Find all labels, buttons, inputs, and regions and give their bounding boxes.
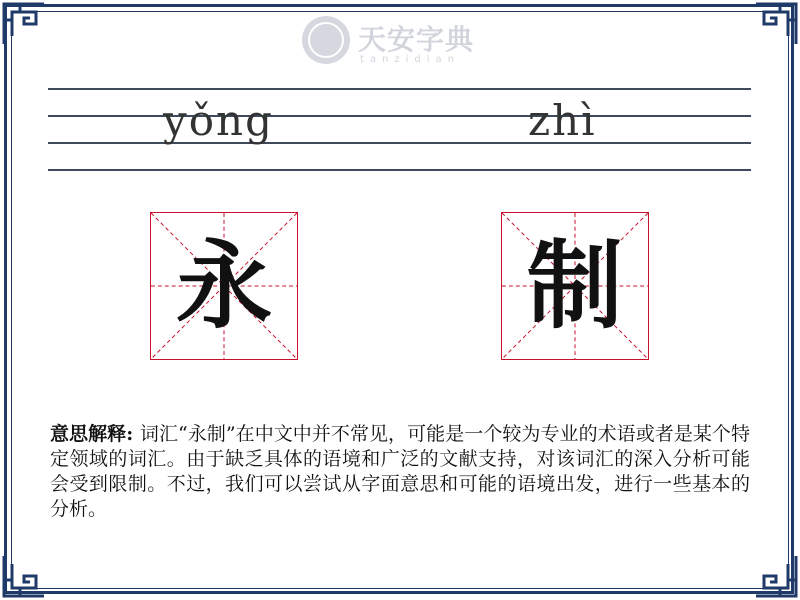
site-logo xyxy=(302,14,502,70)
logo-subtitle: tanzidian xyxy=(360,54,461,65)
corner-ornament-icon xyxy=(754,2,798,46)
pinyin-guide-lines xyxy=(48,88,751,172)
character-grid-box xyxy=(501,212,649,360)
character-grid-box xyxy=(150,212,298,360)
chinese-character: 制 xyxy=(527,229,623,342)
meaning-label: 意思解释 xyxy=(50,423,127,445)
pinyin-syllable: zhì xyxy=(528,96,597,145)
chinese-character: 永 xyxy=(176,229,272,342)
logo-badge-icon xyxy=(302,16,350,64)
logo-title: 天安字典 xyxy=(358,23,475,56)
meaning-separator: : xyxy=(126,423,140,445)
corner-ornament-icon xyxy=(2,2,46,46)
meaning-text: 词汇“永制”在中文中并不常见，可能是一个较为专业的术语或者是某个特定领域的词汇。由于缺乏具体的语境和广泛的文献支持，对该词汇的深入分析可能会受到限制。不过，我们可以尝试从字面意思和可能的语境出发，进行一些基本的分析。 xyxy=(50,423,750,520)
corner-ornament-icon xyxy=(754,554,798,598)
pinyin-syllable: yǒng xyxy=(163,96,274,145)
meaning-paragraph xyxy=(50,422,750,522)
corner-ornament-icon xyxy=(2,554,46,598)
